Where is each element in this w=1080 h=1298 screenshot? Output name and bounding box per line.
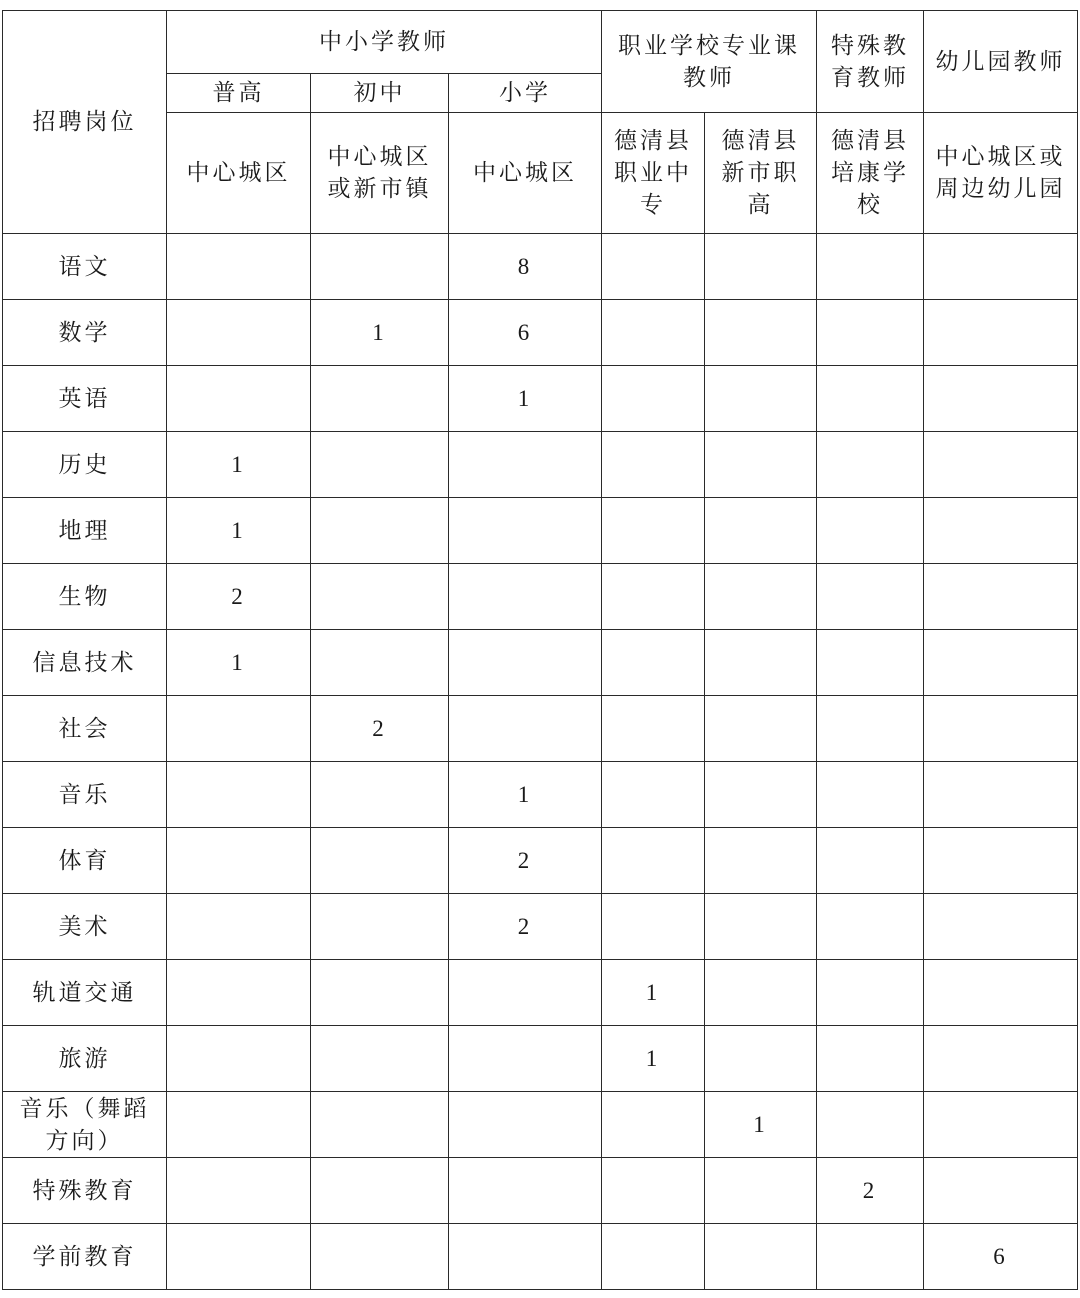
header-group-special: 特殊教育教师 bbox=[817, 11, 924, 113]
header-location-special-school: 德清县培康学校 bbox=[817, 113, 924, 234]
header-group-vocational: 职业学校专业课教师 bbox=[602, 11, 817, 113]
post-name: 轨道交通 bbox=[3, 960, 167, 1026]
count-cell: 6 bbox=[924, 1224, 1078, 1290]
count-cell bbox=[311, 630, 449, 696]
table-row bbox=[3, 366, 1078, 432]
header-location-voc-school-1: 德清县职业中专 bbox=[602, 113, 705, 234]
count-cell bbox=[311, 1224, 449, 1290]
header-level-primary: 小学 bbox=[449, 74, 602, 113]
count-cell bbox=[602, 300, 705, 366]
count-cell bbox=[924, 498, 1078, 564]
count-cell bbox=[311, 960, 449, 1026]
count-cell bbox=[817, 630, 924, 696]
table-row bbox=[3, 960, 1078, 1026]
count-cell bbox=[311, 762, 449, 828]
count-cell bbox=[602, 498, 705, 564]
count-cell bbox=[167, 1224, 311, 1290]
count-cell bbox=[817, 498, 924, 564]
header-level-high: 普高 bbox=[167, 74, 311, 113]
count-cell: 1 bbox=[449, 762, 602, 828]
count-cell bbox=[924, 300, 1078, 366]
count-cell: 6 bbox=[449, 300, 602, 366]
count-cell bbox=[449, 696, 602, 762]
header-location-high: 中心城区 bbox=[167, 113, 311, 234]
count-cell bbox=[602, 1092, 705, 1158]
header-location-junior: 中心城区或新市镇 bbox=[311, 113, 449, 234]
post-name: 美术 bbox=[3, 894, 167, 960]
count-cell bbox=[924, 894, 1078, 960]
count-cell bbox=[602, 1224, 705, 1290]
count-cell: 2 bbox=[449, 894, 602, 960]
count-cell bbox=[311, 564, 449, 630]
count-cell bbox=[705, 300, 817, 366]
count-cell bbox=[449, 564, 602, 630]
header-location-primary: 中心城区 bbox=[449, 113, 602, 234]
table-row bbox=[3, 828, 1078, 894]
count-cell bbox=[167, 300, 311, 366]
count-cell bbox=[705, 498, 817, 564]
count-cell: 1 bbox=[167, 432, 311, 498]
count-cell bbox=[705, 234, 817, 300]
count-cell bbox=[817, 762, 924, 828]
count-cell: 2 bbox=[817, 1158, 924, 1224]
count-cell bbox=[311, 432, 449, 498]
count-cell bbox=[705, 828, 817, 894]
count-cell bbox=[167, 234, 311, 300]
count-cell bbox=[449, 1224, 602, 1290]
count-cell bbox=[311, 894, 449, 960]
count-cell: 1 bbox=[602, 1026, 705, 1092]
table-row bbox=[3, 1026, 1078, 1092]
count-cell bbox=[817, 234, 924, 300]
count-cell bbox=[924, 828, 1078, 894]
count-cell bbox=[817, 960, 924, 1026]
count-cell bbox=[817, 1092, 924, 1158]
table-row bbox=[3, 300, 1078, 366]
count-cell bbox=[602, 366, 705, 432]
count-cell bbox=[167, 828, 311, 894]
header-group-primary-secondary: 中小学教师 bbox=[167, 11, 602, 74]
count-cell: 1 bbox=[705, 1092, 817, 1158]
count-cell bbox=[602, 894, 705, 960]
count-cell: 1 bbox=[602, 960, 705, 1026]
count-cell bbox=[817, 828, 924, 894]
count-cell bbox=[924, 234, 1078, 300]
count-cell bbox=[817, 432, 924, 498]
count-cell bbox=[924, 1026, 1078, 1092]
count-cell bbox=[311, 1092, 449, 1158]
table-row bbox=[3, 696, 1078, 762]
header-group-kindergarten: 幼儿园教师 bbox=[924, 11, 1078, 113]
count-cell bbox=[924, 630, 1078, 696]
count-cell bbox=[924, 366, 1078, 432]
count-cell bbox=[705, 1224, 817, 1290]
table-row bbox=[3, 1158, 1078, 1224]
count-cell bbox=[167, 1158, 311, 1224]
table-row bbox=[3, 498, 1078, 564]
count-cell bbox=[602, 762, 705, 828]
count-cell bbox=[602, 1158, 705, 1224]
count-cell: 1 bbox=[311, 300, 449, 366]
count-cell bbox=[705, 894, 817, 960]
count-cell bbox=[449, 1026, 602, 1092]
post-name: 旅游 bbox=[3, 1026, 167, 1092]
count-cell bbox=[602, 234, 705, 300]
header-location-kindergarten: 中心城区或周边幼儿园 bbox=[924, 113, 1078, 234]
post-name: 历史 bbox=[3, 432, 167, 498]
count-cell bbox=[817, 696, 924, 762]
header-level-junior: 初中 bbox=[311, 74, 449, 113]
count-cell bbox=[167, 696, 311, 762]
recruitment-table bbox=[2, 10, 1078, 1290]
count-cell bbox=[311, 1026, 449, 1092]
post-name: 音乐 bbox=[3, 762, 167, 828]
count-cell: 1 bbox=[167, 630, 311, 696]
count-cell bbox=[817, 894, 924, 960]
count-cell bbox=[705, 564, 817, 630]
table-row bbox=[3, 1092, 1078, 1158]
header-row-groups bbox=[3, 11, 1078, 74]
post-name: 英语 bbox=[3, 366, 167, 432]
table-row bbox=[3, 564, 1078, 630]
table-row bbox=[3, 1224, 1078, 1290]
count-cell bbox=[449, 960, 602, 1026]
count-cell bbox=[167, 960, 311, 1026]
count-cell bbox=[705, 762, 817, 828]
count-cell bbox=[311, 498, 449, 564]
post-name: 信息技术 bbox=[3, 630, 167, 696]
count-cell bbox=[705, 696, 817, 762]
count-cell bbox=[924, 762, 1078, 828]
count-cell bbox=[602, 828, 705, 894]
count-cell bbox=[449, 432, 602, 498]
count-cell bbox=[602, 630, 705, 696]
count-cell bbox=[817, 366, 924, 432]
count-cell: 1 bbox=[167, 498, 311, 564]
count-cell bbox=[817, 1026, 924, 1092]
count-cell bbox=[311, 1158, 449, 1224]
count-cell bbox=[311, 828, 449, 894]
count-cell bbox=[817, 1224, 924, 1290]
post-name: 地理 bbox=[3, 498, 167, 564]
count-cell bbox=[924, 1158, 1078, 1224]
count-cell bbox=[705, 432, 817, 498]
count-cell bbox=[167, 1092, 311, 1158]
count-cell bbox=[602, 696, 705, 762]
count-cell bbox=[924, 564, 1078, 630]
header-location-voc-school-2: 德清县新市职高 bbox=[705, 113, 817, 234]
post-name: 生物 bbox=[3, 564, 167, 630]
count-cell: 8 bbox=[449, 234, 602, 300]
post-name: 数学 bbox=[3, 300, 167, 366]
count-cell bbox=[924, 696, 1078, 762]
count-cell bbox=[449, 1158, 602, 1224]
count-cell bbox=[817, 564, 924, 630]
post-name: 语文 bbox=[3, 234, 167, 300]
table-row bbox=[3, 762, 1078, 828]
post-name: 社会 bbox=[3, 696, 167, 762]
count-cell bbox=[167, 1026, 311, 1092]
count-cell: 2 bbox=[167, 564, 311, 630]
count-cell bbox=[602, 564, 705, 630]
count-cell bbox=[705, 1026, 817, 1092]
count-cell bbox=[705, 960, 817, 1026]
count-cell bbox=[311, 366, 449, 432]
count-cell: 2 bbox=[311, 696, 449, 762]
count-cell bbox=[924, 960, 1078, 1026]
table-row bbox=[3, 432, 1078, 498]
table-row bbox=[3, 894, 1078, 960]
count-cell bbox=[311, 234, 449, 300]
count-cell: 1 bbox=[449, 366, 602, 432]
header-post-label: 招聘岗位 bbox=[3, 11, 167, 234]
count-cell bbox=[817, 300, 924, 366]
count-cell bbox=[449, 498, 602, 564]
count-cell bbox=[705, 630, 817, 696]
count-cell bbox=[167, 366, 311, 432]
post-name: 音乐（舞蹈方向） bbox=[3, 1092, 167, 1158]
count-cell bbox=[602, 432, 705, 498]
count-cell bbox=[167, 762, 311, 828]
count-cell bbox=[449, 630, 602, 696]
post-name: 学前教育 bbox=[3, 1224, 167, 1290]
count-cell: 2 bbox=[449, 828, 602, 894]
table-row bbox=[3, 630, 1078, 696]
count-cell bbox=[924, 1092, 1078, 1158]
count-cell bbox=[705, 1158, 817, 1224]
count-cell bbox=[449, 1092, 602, 1158]
table-row bbox=[3, 234, 1078, 300]
post-name: 特殊教育 bbox=[3, 1158, 167, 1224]
count-cell bbox=[167, 894, 311, 960]
count-cell bbox=[705, 366, 817, 432]
post-name: 体育 bbox=[3, 828, 167, 894]
count-cell bbox=[924, 432, 1078, 498]
